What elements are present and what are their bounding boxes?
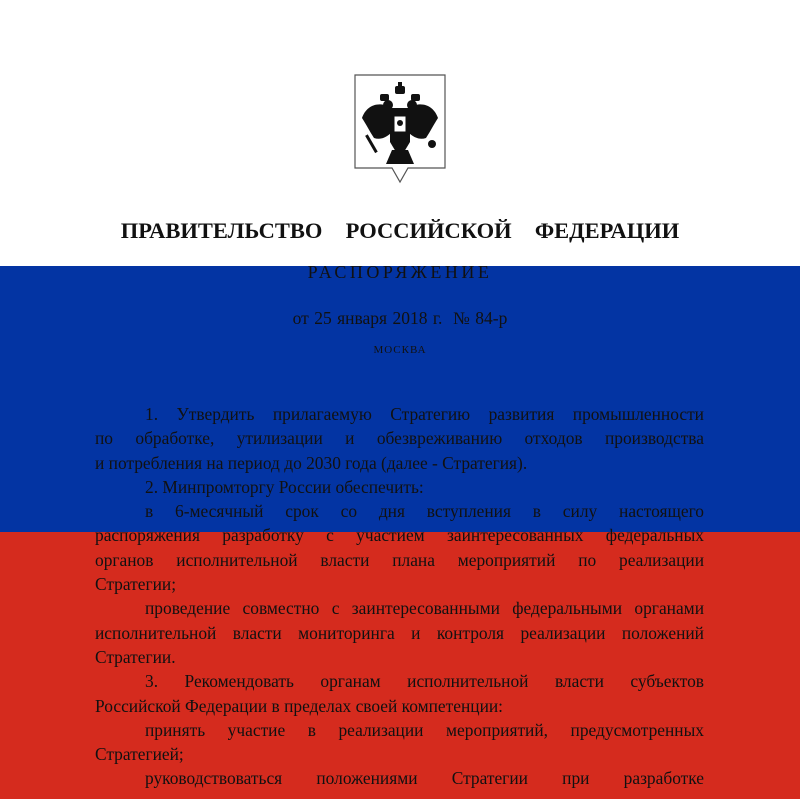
body-line: в 6-месячный срок со дня вступления в силу настоящего (145, 501, 704, 522)
russian-coat-of-arms-icon (352, 72, 448, 186)
body-line: руководствоваться положениями Стратегии при разработке (145, 768, 704, 789)
body-line: принять участие в реализации мероприятий, предусмотренных (145, 719, 704, 740)
body-line: и потребления на период до 2030 года (далее - Стратегия). (95, 452, 528, 473)
body-line: Стратегии. (95, 646, 176, 667)
page-title: ПРАВИТЕЛЬСТВО РОССИЙСКОЙ ФЕДЕРАЦИИ (120, 218, 680, 243)
body-line: распоряжения разработку с участием заинтересованных федеральных (95, 525, 704, 546)
body-line: 2. Минпромторгу России обеспечить: (145, 476, 424, 497)
body-line: по обработке, утилизации и обезвреживанию отходов производства (95, 428, 704, 449)
body-line: 3. Рекомендовать органам исполнительной власти субъектов (145, 671, 704, 692)
body-line: проведение совместно с заинтересованными федеральными органами (145, 598, 704, 619)
body-line: исполнительной власти мониторинга и контроля реализации положений (95, 622, 704, 643)
document-city: МОСКВА (373, 344, 427, 356)
document-date-number: от 25 января 2018 г. № 84-р (292, 308, 508, 328)
body-line: 1. Утвердить прилагаемую Стратегию развития промышленности (145, 404, 704, 424)
body-line: органов исполнительной власти плана мероприятий по реализации (95, 549, 704, 570)
document-type: РАСПОРЯЖЕНИЕ (307, 262, 493, 282)
body-line: Российской Федерации в пределах своей компетенции: (95, 695, 504, 716)
document-body (95, 402, 704, 791)
body-line: Стратегией; (95, 744, 184, 765)
body-line: Стратегии; (95, 574, 177, 595)
